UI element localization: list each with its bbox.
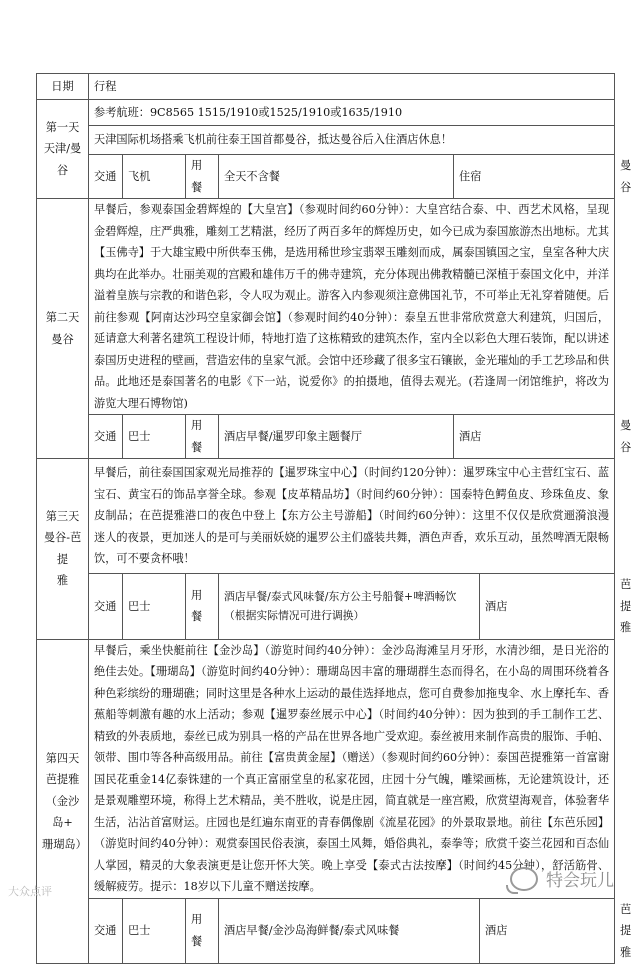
chat-bubble-icon [510, 867, 538, 891]
day3-stay-label: 酒店 [480, 574, 615, 640]
day3-label-line3: 雅 [56, 574, 69, 588]
itinerary-table [36, 73, 632, 964]
day1-desc: 天津国际机场搭乘飞机前往泰王国首都曼谷，抵达曼谷后入住酒店休息！ [89, 126, 615, 155]
day4-transport-row: 交通 巴士 用餐 酒店早餐/金沙岛海鲜餐/泰式风味餐 酒店 芭提雅 [37, 898, 615, 964]
day3-meal-label: 用餐 [186, 574, 219, 640]
day1-label [37, 100, 89, 199]
day2-meal-label: 用餐 [186, 415, 219, 459]
day1-transport: 飞机 [123, 155, 186, 199]
day4-transport-label: 交通 [89, 898, 123, 964]
day3-meal: 酒店早餐/泰式风味餐/东方公主号船餐+啤酒畅饮（根据实际情况可进行调换） [219, 574, 480, 640]
day3-transport-row: 交通 巴士 用餐 酒店早餐/泰式风味餐/东方公主号船餐+啤酒畅饮（根据实际情况可进行调换） 酒店 芭提雅 [37, 574, 615, 640]
day3-desc-row [37, 459, 615, 574]
day1-meal-label: 用餐 [186, 155, 219, 199]
day3-transport-label: 交通 [89, 574, 123, 640]
watermark-site: 大众点评 [8, 885, 52, 898]
day2-transport-row: 交通 巴士 用餐 酒店早餐/暹罗印象主题餐厅 酒店 曼谷 [37, 415, 615, 459]
day4-label-line2: 芭提雅 [45, 773, 80, 786]
day1-label-line1: 第一天 [45, 120, 80, 134]
day4-transport: 巴士 [123, 898, 186, 964]
day1-label-line2: 天津/曼谷 [43, 142, 82, 177]
day2-label-line1: 第二天 [45, 311, 80, 324]
day1-transport-row: 交通 飞机 用餐 全天不含餐 住宿 曼谷 [37, 155, 615, 199]
day1-meal: 全天不含餐 [219, 155, 454, 199]
day1-stay-label: 住宿 [454, 155, 615, 199]
watermark-brand: 特会玩儿 [546, 871, 614, 891]
day2-stay-label: 酒店 [454, 415, 615, 459]
day4-desc: 早餐后，乘坐快艇前往【金沙岛】（游览时间约40分钟）：金沙岛海滩呈月牙形，水清沙细，是日光浴的绝佳去处。【珊瑚岛】（游览时间约40分钟）：珊瑚岛因丰富的珊瑚群生态而得名，在小岛的周围环绕着各种色彩缤纷的珊瑚礁；同时这里是各种水上运动的最佳选择地点，您可自费参加拖曳伞、水上摩托车、香蕉船等刺激有趣的水上活动；参观【暹罗泰丝展示中心】（时间约40分钟）：因为独到的手工制作工艺、精致的外表质地，泰丝已成为别具一格的产品在世界各地广受欢迎。泰丝被用来制作高贵的服饰、手帕、领带、围巾等各种高级用品。前往【富贵黄金屋】（赠送）（参观时间约60分钟）：泰国芭提雅第一首富谢国民花重金14亿泰铢建的一个真正富丽堂皇的私家花园，庄园十分气魄，雕梁画栋，无论建筑设计，还是景观雕塑环境，称得上艺术精品，美不胜收，说是庄园，简直就是一座宫殿，欣赏望海观音，体验奢华生活，沾沾首富财运。庄园也是红遍东南亚的青春偶像剧《流星花园》的外景取景地。前往【东芭乐园】（游览时间约40分钟）：观赏泰国民俗表演，泰国土风舞，婚俗典礼，泰拳等；欣赏千姿兰花园和百态仙人掌园，精灵的大象表演更是让您开怀大笑。晚上享受【泰式古法按摩】（时间约45分钟），舒活筋骨、缓解疲劳。提示：18岁以下儿童不赠送按摩。 [89, 639, 615, 898]
day4-desc-row [37, 639, 615, 898]
watermark [510, 866, 614, 891]
day4-label-line3: （金沙岛+ [45, 794, 80, 829]
day4-label-line1: 第四天 [45, 751, 80, 765]
day3-desc: 早餐后，前往泰国国家观光局推荐的【暹罗珠宝中心】（时间约120分钟）：暹罗珠宝中心主营红宝石、蓝宝石、黄宝石的饰品享誉全球。参观【皮革精品坊】（时间约60分钟）：国泰特色鳄鱼皮、珍珠鱼皮、象皮制品；在芭提雅港口的夜色中登上【东方公主号游船】（时间约60分钟）：这里不仅仅是欣赏逦漪浪漫迷人的夜景，更加迷人的是可与美丽妖娆的暹罗公主们盛装共舞，酒色声香，欢乐互动，虽然啤酒无限畅饮，可不要贪杯哦！ [89, 459, 615, 574]
day3-label-line2: 曼谷-芭提 [43, 531, 82, 566]
day4-stay-label: 酒店 [480, 898, 615, 964]
day1-flight: 参考航班：9C8565 1515/1910或1525/1910或1635/1910 [89, 100, 615, 126]
day4-label [37, 639, 89, 964]
day1-transport-label: 交通 [89, 155, 123, 199]
day2-transport: 巴士 [123, 415, 186, 459]
day2-label-line2: 曼谷 [51, 332, 74, 346]
day3-label [37, 459, 89, 640]
day2-desc-row [37, 199, 615, 415]
day3-transport: 巴士 [123, 574, 186, 640]
day4-meal: 酒店早餐/金沙岛海鲜餐/泰式风味餐 [219, 898, 480, 964]
day4-label-line4: 珊瑚岛） [42, 837, 87, 851]
header-row [37, 74, 615, 100]
day2-transport-label: 交通 [89, 415, 123, 459]
day2-label [37, 199, 89, 459]
day1-desc-row [37, 126, 615, 155]
day1-flight-row [37, 100, 615, 126]
itinerary-header: 行程 [89, 74, 615, 100]
date-header: 日期 [37, 74, 89, 100]
day3-label-line1: 第三天 [45, 509, 80, 523]
day2-meal: 酒店早餐/暹罗印象主题餐厅 [219, 415, 454, 459]
day2-desc: 早餐后，参观泰国金碧辉煌的【大皇宫】（参观时间约60分钟）：大皇宫结合泰、中、西艺术风格，呈现金碧辉煌，庄严典雅，雕刻工艺精湛，经历了两百多年的辉煌历史，如今已成为泰国旅游杰出地标。尤其【玉佛寺】于大雄宝殿中所供奉玉佛，是选用稀世珍宝翡翠玉雕刻而成，属泰国镇国之宝，皇室各种大庆典均在此举办。壮丽美观的宫殿和雄伟万千的佛寺建筑，充分体现出佛教精髓已深植于泰国文化中，并洋溢着皇族与宗教的和谐色彩，令人叹为观止。游客入内参观须注意佛国礼节，不可举止无礼穿着随便。后前往参观【阿南达沙玛空皇家御会馆】（参观时间约40分钟）：泰皇五世非常欣赏意大利建筑，归国后，延请意大利著名建筑工程设计师，特地打造了这栋精致的建筑杰作，室内全以彩色大理石装饰，配以讲述泰国历史进程的壁画，营造宏伟的皇家气派。会馆中还珍藏了很多宝石镶嵌，金光璀灿的手工艺珍品和供品。此地还是泰国著名的电影《下一站，说爱你》的拍摄地，值得去观光。(若逢周一闭馆维护，将改为游览大理石博物馆) [89, 199, 615, 415]
day4-meal-label: 用餐 [186, 898, 219, 964]
